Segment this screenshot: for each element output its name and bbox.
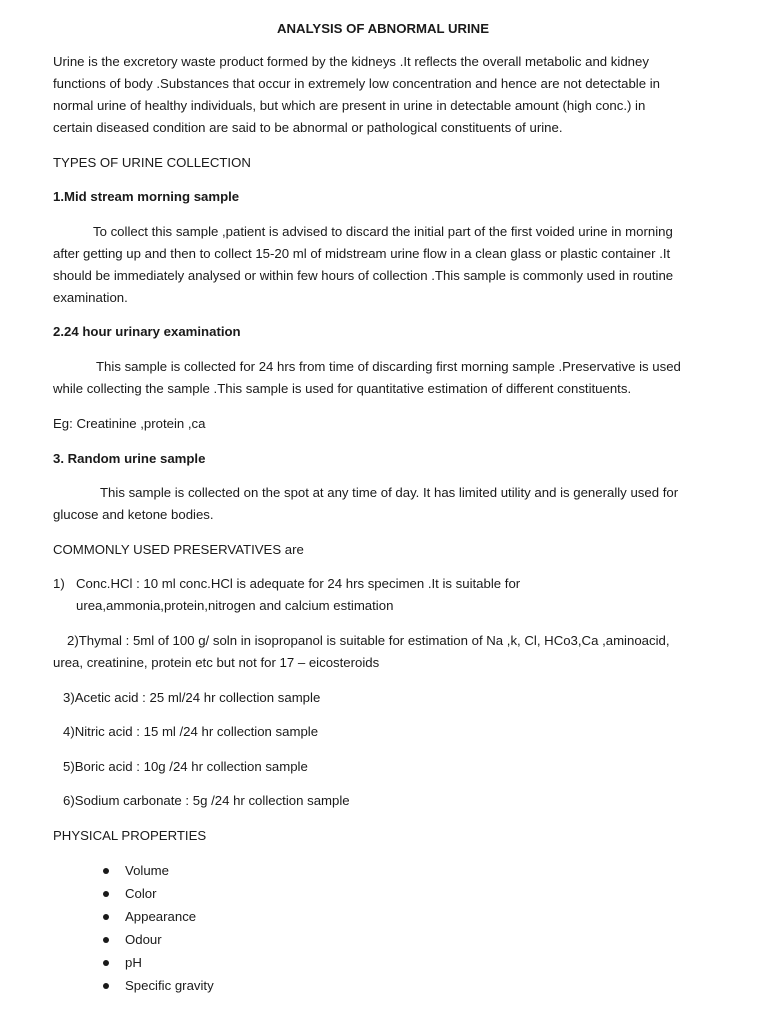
bullet-icon (103, 868, 109, 874)
preservative-1-line: urea,ammonia,protein,nitrogen and calcium estimation (76, 598, 394, 613)
list-item-label: pH (125, 955, 142, 970)
bullet-icon (103, 937, 109, 943)
section3-line: glucose and ketone bodies. (53, 507, 214, 522)
bullet-icon (103, 914, 109, 920)
list-item-label: Odour (125, 932, 162, 947)
physical-heading: PHYSICAL PROPERTIES (53, 828, 207, 843)
preservative-5: 5)Boric acid : 10g /24 hr collection sample (63, 759, 308, 774)
list-item (101, 882, 214, 905)
list-item (101, 859, 214, 882)
section3-line: This sample is collected on the spot at any time of day. It has limited utility and is generally used for (100, 485, 679, 500)
section1-line: should be immediately analysed or within few hours of collection .This sample is commonly used in routine (53, 268, 674, 283)
list-item (101, 905, 214, 928)
preservative-2-line: 2)Thymal : 5ml of 100 g/ soln in isopropanol is suitable for estimation of Na ,k, Cl, HCo3,Ca ,aminoacid, (67, 633, 670, 648)
intro-line: certain diseased condition are said to be abnormal or pathological constituents of urine. (53, 120, 563, 135)
section2-heading: 2.24 hour urinary examination (53, 324, 241, 339)
physical-properties-list (101, 859, 214, 997)
section3-heading: 3. Random urine sample (53, 451, 206, 466)
types-heading: TYPES OF URINE COLLECTION (53, 155, 251, 170)
section2-line: while collecting the sample .This sample is used for quantitative estimation of different constituents. (53, 381, 632, 396)
bullet-icon (103, 983, 109, 989)
list-item-label: Volume (125, 863, 169, 878)
section2-example: Eg: Creatinine ,protein ,ca (53, 416, 206, 431)
intro-line: functions of body .Substances that occur in extremely low concentration and hence are not detectable in (53, 76, 660, 91)
list-item (101, 928, 214, 951)
list-item-label: Color (125, 886, 157, 901)
preservative-1-line: Conc.HCl : 10 ml conc.HCl is adequate for 24 hrs specimen .It is suitable for (76, 576, 521, 591)
intro-line: normal urine of healthy individuals, but which are present in urine in detectable amount (high conc.) in (53, 98, 646, 113)
list-item (101, 974, 214, 997)
preservative-4: 4)Nitric acid : 15 ml /24 hr collection sample (63, 724, 319, 739)
intro-line: Urine is the excretory waste product formed by the kidneys .It reflects the overall metabolic and kidney (53, 54, 649, 69)
bullet-icon (103, 891, 109, 897)
preservatives-heading: COMMONLY USED PRESERVATIVES are (53, 542, 304, 557)
list-item (101, 951, 214, 974)
list-item-label: Specific gravity (125, 978, 214, 993)
preservative-3: 3)Acetic acid : 25 ml/24 hr collection sample (63, 690, 321, 705)
document-title: ANALYSIS OF ABNORMAL URINE (277, 21, 489, 36)
section2-line: This sample is collected for 24 hrs from time of discarding first morning sample .Preservative is used (96, 359, 681, 374)
preservative-2-line: urea, creatinine, protein etc but not for 17 – eicosteroids (53, 655, 380, 670)
preservative-1-number: 1) (53, 576, 65, 591)
list-item-label: Appearance (125, 909, 197, 924)
section1-line: To collect this sample ,patient is advised to discard the initial part of the first voided urine in morning (93, 224, 673, 239)
bullet-icon (103, 960, 109, 966)
section1-heading: 1.Mid stream morning sample (53, 189, 240, 204)
section1-line: after getting up and then to collect 15-20 ml of midstream urine flow in a clean glass or plastic container .It (53, 246, 671, 261)
preservative-6: 6)Sodium carbonate : 5g /24 hr collection sample (63, 793, 350, 808)
section1-line: examination. (53, 290, 128, 305)
